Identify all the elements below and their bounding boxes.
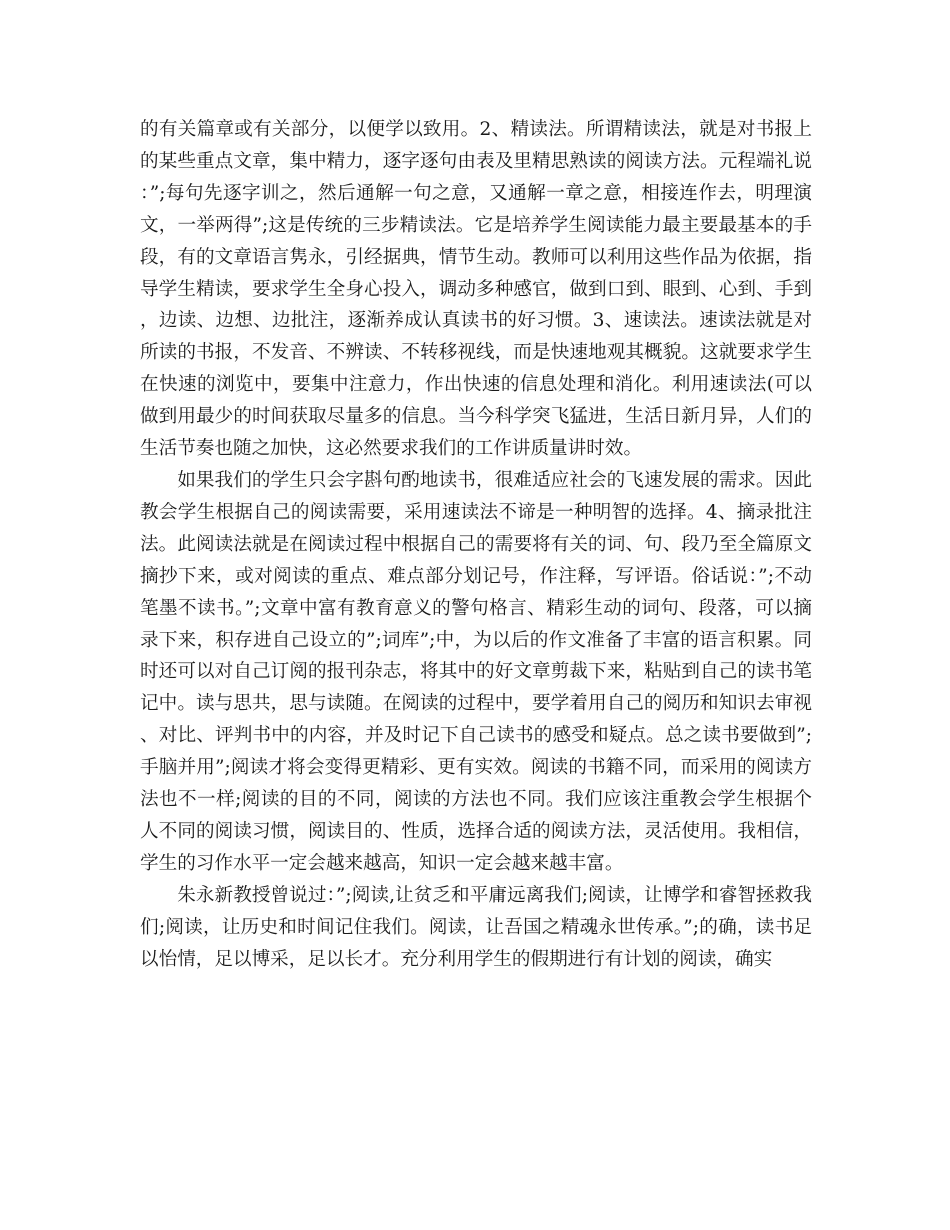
paragraph-1: 的有关篇章或有关部分，以便学以致用。2、精读法。所谓精读法，就是对书报上的某些重点文章，集中精力，逐字逐句由表及里精思熟读的阅读方法。元程端礼说：”;每句先逐字训之，然后通解一句之意，又通解一章之意，相接连作去，明理演文，一举两得”;这是传统的三步精读法。它是培养学生阅读能力最主要最基本的手段，有的文章语言隽永，引经据典，情节生动。教师可以利用这些作品为依据，指导学生精读，要求学生全身心投入，调动多种感官，做到口到、眼到、心到、手到，边读、边想、边批注，逐渐养成认真读书的好习惯。3、速读法。速读法就是对所读的书报，不发音、不辨读、不转移视线，而是快速地观其概貌。这就要求学生在快速的浏览中，要集中注意力，作出快速的信息处理和消化。利用速读法(可以做到用最少的时间获取尽量多的信息。当今科学突飞猛进，生活日新月异，人们的生活节奏也随之加快，这必然要求我们的工作讲质量讲时效。 (140, 119, 812, 460)
paragraph-3: 朱永新教授曾说过：”;阅读,让贫乏和平庸远离我们;阅读，让博学和睿智拯救我们;阅读，让历史和时间记住我们。阅读，让吾国之精魂永世传承。”;的确，读书足以怡情，足以博采，足以长才。充分利用学生的假期进行有计划的阅读，确实 (140, 884, 812, 970)
paragraph-2: 如果我们的学生只会字斟句酌地读书，很难适应社会的飞速发展的需求。因此教会学生根据自己的阅读需要，采用速读法不谛是一种明智的选择。4、摘录批注法。此阅读法就是在阅读过程中根据自己的需要将有关的词、句、段乃至全篇原文摘抄下来，或对阅读的重点、难点部分划记号，作注释，写评语。俗话说：”;不动笔墨不读书。”;文章中富有教育意义的警句格言、精彩生动的词句、段落，可以摘录下来，积存进自己设立的”;词库”;中，为以后的作文准备了丰富的语言积累。同时还可以对自己订阅的报刊杂志，将其中的好文章剪裁下来，粘贴到自己的读书笔记中。读与思共，思与读随。在阅读的过程中，要学着用自己的阅历和知识去审视、对比、评判书中的内容，并及时记下自己读书的感受和疑点。总之读书要做到”;手脑并用”;阅读才将会变得更精彩、更有实效。阅读的书籍不同，而采用的阅读方法也不一样;阅读的目的不同，阅读的方法也不同。我们应该注重教会学生根据个人不同的阅读习惯，阅读目的、性质，选择合适的阅读方法，灵活使用。我相信，学生的习作水平一定会越来越高，知识一定会越来越丰富。 (140, 469, 812, 874)
document-body (140, 114, 812, 975)
